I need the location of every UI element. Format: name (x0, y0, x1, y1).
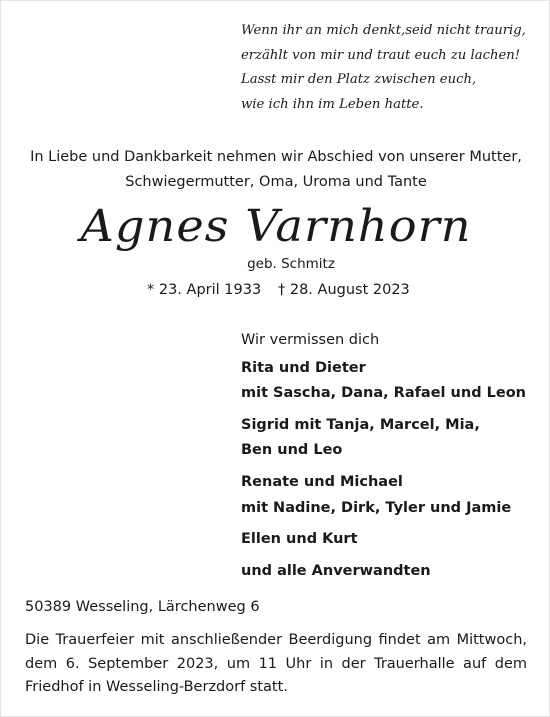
intro-text (1, 145, 550, 195)
poem (241, 19, 541, 117)
family-group (241, 527, 541, 553)
poem-line: erzählt von mir und traut euch zu lachen! (241, 47, 521, 63)
family-list (241, 328, 541, 590)
family-group (241, 470, 541, 521)
funeral-notice: Die Trauerfeier mit anschließender Beerdigung findet am Mittwoch, dem 6. September 2023, um 11 Uhr in der Trauerhalle auf dem Friedhof in Wesseling-Berzdorf statt. (25, 632, 527, 695)
death-date: † 28. August 2023 (278, 282, 410, 298)
family-group (241, 413, 541, 464)
family-line: Ellen und Kurt (241, 531, 358, 548)
birth-name: geb. Schmitz (247, 256, 335, 272)
poem-line: Wenn ihr an mich denkt,seid nicht traurig, (241, 23, 526, 38)
intro-line: Schwiegermutter, Oma, Uroma und Tante (125, 174, 427, 190)
family-lead: Wir vermissen dich (241, 332, 380, 348)
intro-line: In Liebe und Dankbarkeit nehmen wir Abschied von unserer Mutter, (30, 149, 522, 165)
poem-line: Lasst mir den Platz zwischen euch, (241, 72, 477, 88)
family-line: und alle Anverwandten (241, 562, 431, 579)
family-line: mit Sascha, Dana, Rafael und Leon (241, 385, 526, 402)
family-line: Renate und Michael (241, 473, 403, 490)
family-group (241, 356, 541, 407)
family-line: Rita und Dieter (241, 359, 366, 376)
family-group (241, 559, 541, 585)
deceased-name: Agnes Varnhorn (80, 201, 472, 252)
poem-line: wie ich ihn im Leben hatte. (241, 96, 424, 112)
family-line: mit Nadine, Dirk, Tyler und Jamie (241, 499, 512, 516)
birth-date: * 23. April 1933 (147, 282, 262, 298)
family-line: Ben und Leo (241, 442, 343, 459)
family-line: Sigrid mit Tanja, Marcel, Mia, (241, 416, 480, 433)
address: 50389 Wesseling, Lärchenweg 6 (25, 599, 260, 615)
